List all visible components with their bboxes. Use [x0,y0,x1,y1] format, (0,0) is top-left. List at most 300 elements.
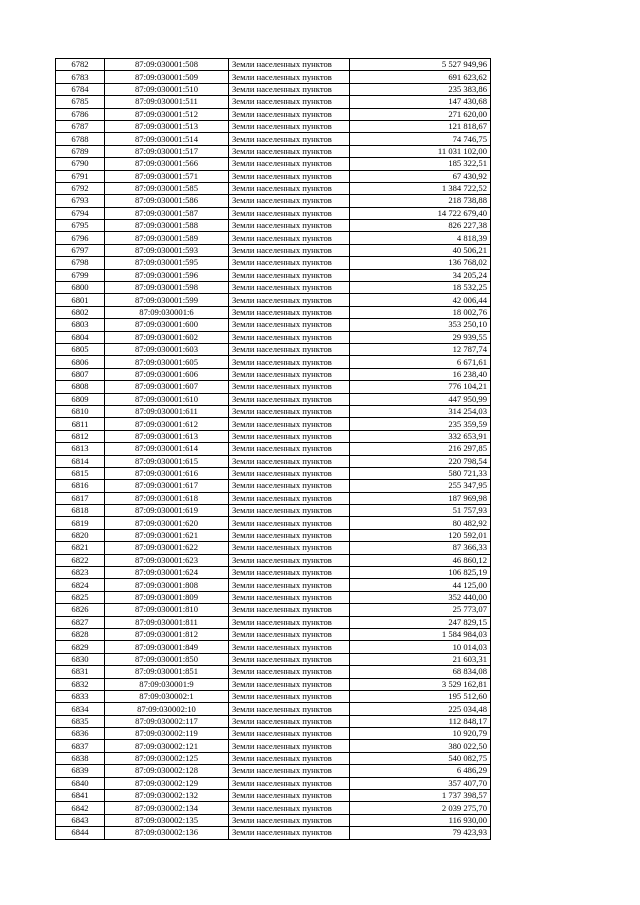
table-row [56,628,491,640]
cadastral-number-cell: 87:09:030001:808 [105,579,229,591]
land-category-cell: Земли населенных пунктов [229,666,350,678]
cadastral-number-cell: 87:09:030001:614 [105,443,229,455]
land-category-cell: Земли населенных пунктов [229,790,350,802]
cadastral-number-cell: 87:09:030001:617 [105,480,229,492]
row-number-cell: 6793 [56,195,105,207]
cadastral-number-cell: 87:09:030002:125 [105,752,229,764]
land-category-cell: Земли населенных пунктов [229,195,350,207]
row-number-cell: 6804 [56,331,105,343]
cadastral-number-cell: 87:09:030001:511 [105,96,229,108]
land-category-cell: Земли населенных пунктов [229,604,350,616]
row-number-cell: 6798 [56,257,105,269]
cadastral-value-cell: 29 939,55 [350,331,491,343]
row-number-cell: 6823 [56,567,105,579]
row-number-cell: 6818 [56,505,105,517]
cadastral-number-cell: 87:09:030001:596 [105,269,229,281]
table-row [56,505,491,517]
row-number-cell: 6787 [56,120,105,132]
cadastral-value-cell: 2 039 275,70 [350,802,491,814]
row-number-cell: 6800 [56,282,105,294]
table-row [56,492,491,504]
table-row [56,269,491,281]
cadastral-value-cell: 42 006,44 [350,294,491,306]
cadastral-value-cell: 121 818,67 [350,120,491,132]
row-number-cell: 6784 [56,83,105,95]
land-category-cell: Земли населенных пунктов [229,591,350,603]
cadastral-number-cell: 87:09:030001:600 [105,319,229,331]
cadastral-value-cell: 136 768,02 [350,257,491,269]
cadastral-number-cell: 87:09:030001:508 [105,59,229,71]
table-row [56,666,491,678]
land-category-cell: Земли населенных пунктов [229,554,350,566]
row-number-cell: 6828 [56,628,105,640]
table-row [56,529,491,541]
cadastral-number-cell: 87:09:030001:812 [105,628,229,640]
land-category-cell: Земли населенных пунктов [229,145,350,157]
table-row [56,653,491,665]
land-category-cell: Земли населенных пунктов [229,517,350,529]
cadastral-number-cell: 87:09:030001:612 [105,418,229,430]
cadastral-number-cell: 87:09:030001:586 [105,195,229,207]
table-row [56,108,491,120]
land-category-cell: Земли населенных пунктов [229,269,350,281]
land-category-cell: Земли населенных пунктов [229,120,350,132]
cadastral-value-cell: 255 347,95 [350,480,491,492]
cadastral-number-cell: 87:09:030001:588 [105,220,229,232]
row-number-cell: 6821 [56,542,105,554]
land-category-cell: Земли населенных пунктов [229,108,350,120]
cadastral-number-cell: 87:09:030001:610 [105,393,229,405]
cadastral-value-cell: 447 950,99 [350,393,491,405]
cadastral-value-cell: 216 297,85 [350,443,491,455]
cadastral-number-cell: 87:09:030001:512 [105,108,229,120]
row-number-cell: 6817 [56,492,105,504]
row-number-cell: 6835 [56,715,105,727]
table-row [56,368,491,380]
table-row [56,604,491,616]
table-row [56,542,491,554]
cadastral-value-cell: 79 423,93 [350,827,491,839]
cadastral-value-cell: 44 125,00 [350,579,491,591]
cadastral-number-cell: 87:09:030001:809 [105,591,229,603]
cadastral-number-cell: 87:09:030001:595 [105,257,229,269]
land-category-cell: Земли населенных пунктов [229,777,350,789]
table-row [56,232,491,244]
row-number-cell: 6815 [56,467,105,479]
land-category-cell: Земли населенных пунктов [229,83,350,95]
land-category-cell: Земли населенных пунктов [229,282,350,294]
table-row [56,257,491,269]
table-row [56,777,491,789]
row-number-cell: 6788 [56,133,105,145]
cadastral-number-cell: 87:09:030001:606 [105,368,229,380]
cadastral-number-cell: 87:09:030001:851 [105,666,229,678]
table-row [56,765,491,777]
table-body [56,59,491,840]
cadastral-value-cell: 46 860,12 [350,554,491,566]
cadastral-number-cell: 87:09:030001:850 [105,653,229,665]
cadastral-number-cell: 87:09:030001:621 [105,529,229,541]
table-row [56,306,491,318]
table-row [56,96,491,108]
cadastral-number-cell: 87:09:030001:587 [105,207,229,219]
land-category-cell: Земли населенных пунктов [229,579,350,591]
cadastral-number-cell: 87:09:030001:589 [105,232,229,244]
land-category-cell: Земли населенных пунктов [229,678,350,690]
table-row [56,752,491,764]
row-number-cell: 6806 [56,356,105,368]
row-number-cell: 6797 [56,244,105,256]
land-category-cell: Земли населенных пунктов [229,343,350,355]
cadastral-value-cell: 1 584 984,03 [350,628,491,640]
cadastral-value-cell: 185 322,51 [350,158,491,170]
row-number-cell: 6783 [56,71,105,83]
row-number-cell: 6820 [56,529,105,541]
cadastral-value-cell: 4 818,39 [350,232,491,244]
cadastral-value-cell: 14 722 679,40 [350,207,491,219]
cadastral-value-cell: 776 104,21 [350,381,491,393]
land-category-cell: Земли населенных пунктов [229,467,350,479]
cadastral-value-cell: 357 407,70 [350,777,491,789]
cadastral-number-cell: 87:09:030001:623 [105,554,229,566]
table-row [56,158,491,170]
land-category-cell: Земли населенных пунктов [229,59,350,71]
cadastral-value-cell: 106 825,19 [350,567,491,579]
cadastral-number-cell: 87:09:030001:619 [105,505,229,517]
table-row [56,393,491,405]
cadastral-number-cell: 87:09:030002:119 [105,728,229,740]
land-category-cell: Земли населенных пунктов [229,96,350,108]
row-number-cell: 6810 [56,405,105,417]
row-number-cell: 6807 [56,368,105,380]
cadastral-number-cell: 87:09:030001:513 [105,120,229,132]
land-category-cell: Земли населенных пунктов [229,492,350,504]
cadastral-number-cell: 87:09:030001:615 [105,455,229,467]
land-category-cell: Земли населенных пунктов [229,455,350,467]
row-number-cell: 6813 [56,443,105,455]
row-number-cell: 6841 [56,790,105,802]
cadastral-number-cell: 87:09:030002:117 [105,715,229,727]
table-row [56,170,491,182]
land-category-cell: Земли населенных пунктов [229,430,350,442]
cadastral-value-cell: 220 798,54 [350,455,491,467]
cadastral-value-cell: 147 430,68 [350,96,491,108]
cadastral-number-cell: 87:09:030002:132 [105,790,229,802]
cadastral-number-cell: 87:09:030001:810 [105,604,229,616]
row-number-cell: 6837 [56,740,105,752]
row-number-cell: 6834 [56,703,105,715]
land-category-cell: Земли населенных пунктов [229,740,350,752]
cadastral-value-cell: 218 738,88 [350,195,491,207]
row-number-cell: 6825 [56,591,105,603]
cadastral-value-cell: 68 834,08 [350,666,491,678]
row-number-cell: 6809 [56,393,105,405]
table-row [56,591,491,603]
land-category-cell: Земли населенных пунктов [229,827,350,839]
land-category-cell: Земли населенных пунктов [229,244,350,256]
table-row [56,418,491,430]
table-row [56,455,491,467]
cadastral-value-cell: 21 603,31 [350,653,491,665]
row-number-cell: 6789 [56,145,105,157]
table-row [56,220,491,232]
row-number-cell: 6830 [56,653,105,665]
land-category-cell: Земли населенных пунктов [229,480,350,492]
row-number-cell: 6836 [56,728,105,740]
row-number-cell: 6840 [56,777,105,789]
row-number-cell: 6844 [56,827,105,839]
land-category-cell: Земли населенных пунктов [229,133,350,145]
table-row [56,616,491,628]
table-row [56,740,491,752]
cadastral-value-cell: 6 671,61 [350,356,491,368]
cadastral-number-cell: 87:09:030001:616 [105,467,229,479]
row-number-cell: 6832 [56,678,105,690]
cadastral-value-cell: 18 002,76 [350,306,491,318]
cadastral-number-cell: 87:09:030001:9 [105,678,229,690]
cadastral-value-cell: 225 034,48 [350,703,491,715]
land-category-cell: Земли населенных пунктов [229,170,350,182]
table-row [56,567,491,579]
table-row [56,195,491,207]
land-category-cell: Земли населенных пунктов [229,405,350,417]
cadastral-number-cell: 87:09:030001:620 [105,517,229,529]
table-row [56,430,491,442]
row-number-cell: 6812 [56,430,105,442]
row-number-cell: 6824 [56,579,105,591]
cadastral-number-cell: 87:09:030002:128 [105,765,229,777]
row-number-cell: 6794 [56,207,105,219]
land-category-cell: Земли населенных пунктов [229,703,350,715]
cadastral-value-cell: 112 848,17 [350,715,491,727]
land-category-cell: Земли населенных пунктов [229,628,350,640]
table-row [56,728,491,740]
row-number-cell: 6803 [56,319,105,331]
land-category-cell: Земли населенных пунктов [229,529,350,541]
row-number-cell: 6826 [56,604,105,616]
cadastral-value-cell: 6 486,29 [350,765,491,777]
table-row [56,641,491,653]
cadastral-value-cell: 67 430,92 [350,170,491,182]
row-number-cell: 6790 [56,158,105,170]
cadastral-number-cell: 87:09:030001:509 [105,71,229,83]
table-row [56,133,491,145]
cadastral-value-cell: 74 746,75 [350,133,491,145]
cadastral-value-cell: 18 532,25 [350,282,491,294]
cadastral-value-cell: 10 014,03 [350,641,491,653]
land-category-cell: Земли населенных пунктов [229,294,350,306]
row-number-cell: 6786 [56,108,105,120]
row-number-cell: 6816 [56,480,105,492]
table-row [56,145,491,157]
cadastral-number-cell: 87:09:030001:849 [105,641,229,653]
land-category-cell: Земли населенных пунктов [229,752,350,764]
cadastral-number-cell: 87:09:030001:624 [105,567,229,579]
table-row [56,827,491,839]
land-category-cell: Земли населенных пунктов [229,418,350,430]
table-row [56,381,491,393]
cadastral-value-cell: 12 787,74 [350,343,491,355]
cadastral-number-cell: 87:09:030001:605 [105,356,229,368]
row-number-cell: 6839 [56,765,105,777]
land-category-cell: Земли населенных пунктов [229,814,350,826]
land-category-cell: Земли населенных пунктов [229,220,350,232]
cadastral-value-cell: 540 082,75 [350,752,491,764]
land-category-cell: Земли населенных пунктов [229,690,350,702]
land-category-cell: Земли населенных пунктов [229,207,350,219]
table-row [56,83,491,95]
row-number-cell: 6842 [56,802,105,814]
land-category-cell: Земли населенных пунктов [229,182,350,194]
table-row [56,517,491,529]
cadastral-value-cell: 332 653,91 [350,430,491,442]
cadastral-value-cell: 87 366,33 [350,542,491,554]
cadastral-value-cell: 25 773,07 [350,604,491,616]
row-number-cell: 6796 [56,232,105,244]
land-category-cell: Земли населенных пунктов [229,381,350,393]
cadastral-number-cell: 87:09:030001:607 [105,381,229,393]
table-row [56,331,491,343]
row-number-cell: 6795 [56,220,105,232]
table-row [56,579,491,591]
land-category-cell: Земли населенных пунктов [229,368,350,380]
table-row [56,678,491,690]
land-category-cell: Земли населенных пунктов [229,728,350,740]
row-number-cell: 6811 [56,418,105,430]
cadastral-number-cell: 87:09:030001:811 [105,616,229,628]
table-row [56,802,491,814]
cadastral-value-cell: 826 227,38 [350,220,491,232]
cadastral-value-cell: 1 737 398,57 [350,790,491,802]
land-category-cell: Земли населенных пунктов [229,257,350,269]
cadastral-number-cell: 87:09:030001:603 [105,343,229,355]
cadastral-value-cell: 691 623,62 [350,71,491,83]
land-category-cell: Земли населенных пунктов [229,505,350,517]
cadastral-value-cell: 16 238,40 [350,368,491,380]
cadastral-number-cell: 87:09:030001:611 [105,405,229,417]
land-category-cell: Земли населенных пунктов [229,567,350,579]
table-row [56,182,491,194]
land-category-cell: Земли населенных пунктов [229,653,350,665]
cadastral-value-cell: 10 920,79 [350,728,491,740]
cadastral-value-cell: 247 829,15 [350,616,491,628]
table-row [56,343,491,355]
cadastral-number-cell: 87:09:030002:10 [105,703,229,715]
cadastral-number-cell: 87:09:030001:517 [105,145,229,157]
table-row [56,356,491,368]
cadastral-value-cell: 40 506,21 [350,244,491,256]
cadastral-value-cell: 1 384 722,52 [350,182,491,194]
table-row [56,814,491,826]
table-row [56,120,491,132]
cadastral-value-cell: 51 757,93 [350,505,491,517]
table-row [56,207,491,219]
land-category-cell: Земли населенных пунктов [229,319,350,331]
row-number-cell: 6814 [56,455,105,467]
cadastral-value-cell: 271 620,00 [350,108,491,120]
cadastral-number-cell: 87:09:030001:585 [105,182,229,194]
cadastral-number-cell: 87:09:030002:121 [105,740,229,752]
table-row [56,554,491,566]
cadastral-number-cell: 87:09:030001:599 [105,294,229,306]
row-number-cell: 6799 [56,269,105,281]
cadastral-number-cell: 87:09:030002:136 [105,827,229,839]
row-number-cell: 6822 [56,554,105,566]
row-number-cell: 6808 [56,381,105,393]
cadastral-value-cell: 5 527 949,96 [350,59,491,71]
cadastral-value-cell: 353 250,10 [350,319,491,331]
row-number-cell: 6791 [56,170,105,182]
row-number-cell: 6785 [56,96,105,108]
land-category-cell: Земли населенных пунктов [229,331,350,343]
cadastral-value-table [55,58,491,840]
cadastral-value-cell: 3 529 162,81 [350,678,491,690]
row-number-cell: 6782 [56,59,105,71]
cadastral-value-cell: 314 254,03 [350,405,491,417]
cadastral-value-cell: 580 721,33 [350,467,491,479]
row-number-cell: 6831 [56,666,105,678]
cadastral-value-cell: 352 440,00 [350,591,491,603]
cadastral-value-cell: 34 205,24 [350,269,491,281]
cadastral-value-cell: 235 359,59 [350,418,491,430]
land-category-cell: Земли населенных пунктов [229,232,350,244]
table-row [56,244,491,256]
table-row [56,282,491,294]
row-number-cell: 6802 [56,306,105,318]
table-row [56,690,491,702]
cadastral-value-cell: 80 482,92 [350,517,491,529]
row-number-cell: 6827 [56,616,105,628]
table-row [56,467,491,479]
cadastral-number-cell: 87:09:030002:135 [105,814,229,826]
table-row [56,59,491,71]
cadastral-value-cell: 11 031 102,00 [350,145,491,157]
land-category-cell: Земли населенных пунктов [229,802,350,814]
row-number-cell: 6819 [56,517,105,529]
table-row [56,405,491,417]
table-row [56,480,491,492]
row-number-cell: 6838 [56,752,105,764]
cadastral-number-cell: 87:09:030001:571 [105,170,229,182]
land-category-cell: Земли населенных пунктов [229,542,350,554]
row-number-cell: 6792 [56,182,105,194]
table-row [56,319,491,331]
cadastral-number-cell: 87:09:030001:593 [105,244,229,256]
land-category-cell: Земли населенных пунктов [229,715,350,727]
cadastral-number-cell: 87:09:030001:566 [105,158,229,170]
table-row [56,71,491,83]
land-category-cell: Земли населенных пунктов [229,158,350,170]
land-category-cell: Земли населенных пунктов [229,443,350,455]
table-row [56,703,491,715]
row-number-cell: 6805 [56,343,105,355]
cadastral-value-cell: 187 969,98 [350,492,491,504]
cadastral-value-cell: 235 383,86 [350,83,491,95]
cadastral-number-cell: 87:09:030001:6 [105,306,229,318]
cadastral-number-cell: 87:09:030001:613 [105,430,229,442]
row-number-cell: 6843 [56,814,105,826]
land-category-cell: Земли населенных пунктов [229,765,350,777]
land-category-cell: Земли населенных пунктов [229,616,350,628]
row-number-cell: 6801 [56,294,105,306]
table-row [56,715,491,727]
land-category-cell: Земли населенных пунктов [229,306,350,318]
land-category-cell: Земли населенных пунктов [229,641,350,653]
row-number-cell: 6833 [56,690,105,702]
cadastral-value-cell: 195 512,60 [350,690,491,702]
cadastral-value-cell: 120 592,01 [350,529,491,541]
cadastral-number-cell: 87:09:030001:514 [105,133,229,145]
